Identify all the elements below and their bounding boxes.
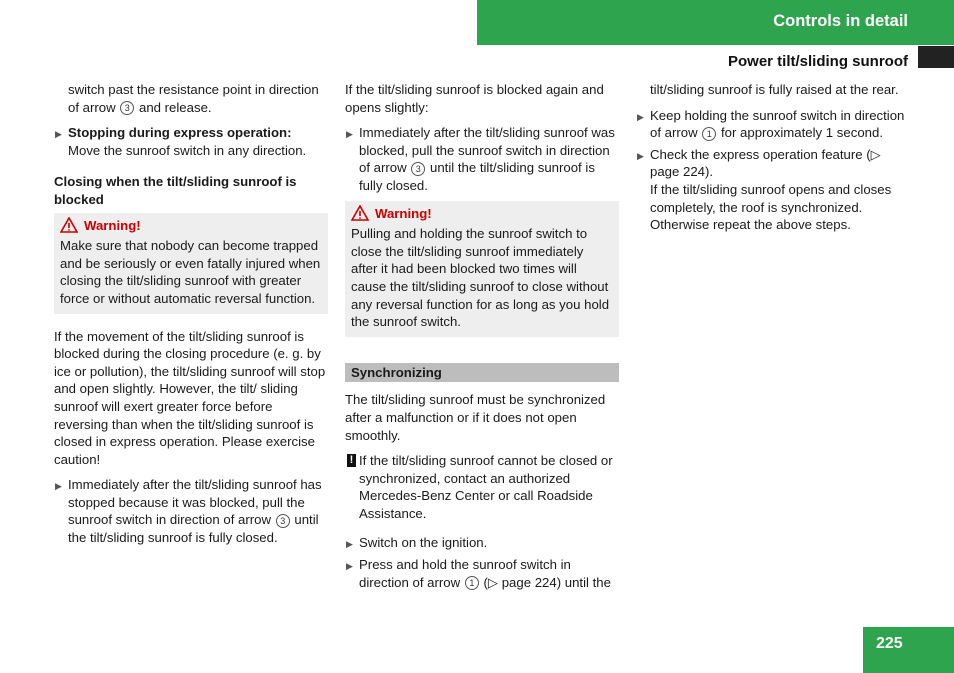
- list-item: ▶ Press and hold the sunroof switch in direction of arrow 1 (▷ page 224) until the: [346, 557, 611, 590]
- bullet-triangle-icon: ▶: [346, 539, 353, 550]
- bullet-triangle-icon: ▶: [55, 481, 62, 492]
- body-paragraph: If the movement of the tilt/sliding sunroof is blocked during the closing procedure (e. g. by ice or pollution), the tilt/sliding sunroof will stop and open slightly. However, the tilt/ sliding sunroof will exert greater force before reversing than when the tilt/sliding sunroof is closed in express operation. Please exercise caution!: [54, 328, 326, 467]
- page-number: 225: [876, 635, 903, 652]
- bullet-triangle-icon: ▶: [55, 129, 62, 140]
- list-item: ▶ Keep holding the sunroof switch in direction of arrow 1 for approximately 1 second.: [637, 107, 905, 141]
- body-paragraph: The tilt/sliding sunroof must be synchronized after a malfunction or if it does not open smoothly.: [345, 392, 606, 443]
- warning-box: [345, 201, 619, 337]
- section-title: Controls in detail: [773, 12, 908, 30]
- continued-paragraph: tilt/sliding sunroof is fully raised at the rear.: [650, 82, 899, 97]
- warning-text: Pulling and holding the sunroof switch to close the tilt/sliding sunroof immediately after it had been blocked two times will cause the tilt/sliding sunroof to close without any reversal function for as long as you hold the sunroof switch.: [351, 226, 610, 330]
- section-heading: Synchronizing: [345, 363, 619, 383]
- arrow-3-marker: 3: [120, 101, 134, 115]
- bullet-triangle-icon: ▶: [346, 129, 353, 140]
- column-2: [345, 81, 619, 595]
- continued-paragraph: switch past the resistance point in direction of arrow 3 and release.: [68, 82, 319, 115]
- body-paragraph: If the tilt/sliding sunroof is blocked again and opens slightly:: [345, 82, 604, 115]
- arrow-1-marker: 1: [702, 127, 716, 141]
- page-subtitle: Power tilt/sliding sunroof: [728, 53, 908, 70]
- warning-triangle-icon: [60, 217, 78, 233]
- note: [345, 452, 619, 522]
- warning-title: Warning!: [84, 217, 141, 233]
- subheading: Closing when the tilt/sliding sunroof is blocked: [54, 174, 297, 207]
- arrow-1-marker: 1: [465, 576, 479, 590]
- warning-box: [54, 213, 328, 314]
- bullet-triangle-icon: ▶: [637, 111, 644, 122]
- exclamation-icon: !: [347, 454, 356, 467]
- list-item: ▶ Stopping during express operation: Move the sunroof switch in any direction.: [55, 125, 307, 158]
- list-item: ▶ Check the express operation feature (▷ page 224). If the tilt/sliding sunroof opens and closes completely, the roof is synchronized. Otherwise repeat the above steps.: [637, 146, 892, 233]
- list-item: ▶ Switch on the ignition.: [345, 534, 619, 552]
- list-item: ▶ Immediately after the tilt/sliding sunroof has stopped because it was blocked, pull the sunroof switch in direction of arrow 3 until the tilt/sliding sunroof is fully closed.: [55, 477, 322, 546]
- warning-triangle-icon: [351, 205, 369, 221]
- thumb-tab-marker: [918, 46, 954, 68]
- arrow-3-marker: 3: [411, 162, 425, 176]
- note-text: If the tilt/sliding sunroof cannot be closed or synchronized, contact an authorized Mercedes-Benz Center or call Roadside Assistance.: [359, 453, 613, 521]
- list-item: ▶ Immediately after the tilt/sliding sunroof was blocked, pull the sunroof switch in direction of arrow 3 until the tilt/sliding sunroof is fully closed.: [346, 125, 615, 193]
- column-1: [54, 81, 328, 551]
- arrow-3-marker: 3: [276, 514, 290, 528]
- bullet-triangle-icon: ▶: [346, 561, 353, 572]
- warning-text: Make sure that nobody can become trapped and be seriously or even fatally injured when closing the tilt/sliding sunroof with greater force or without automatic reversal function.: [60, 238, 321, 306]
- warning-title: Warning!: [375, 205, 432, 221]
- column-3: [636, 81, 912, 238]
- bullet-triangle-icon: ▶: [637, 150, 644, 161]
